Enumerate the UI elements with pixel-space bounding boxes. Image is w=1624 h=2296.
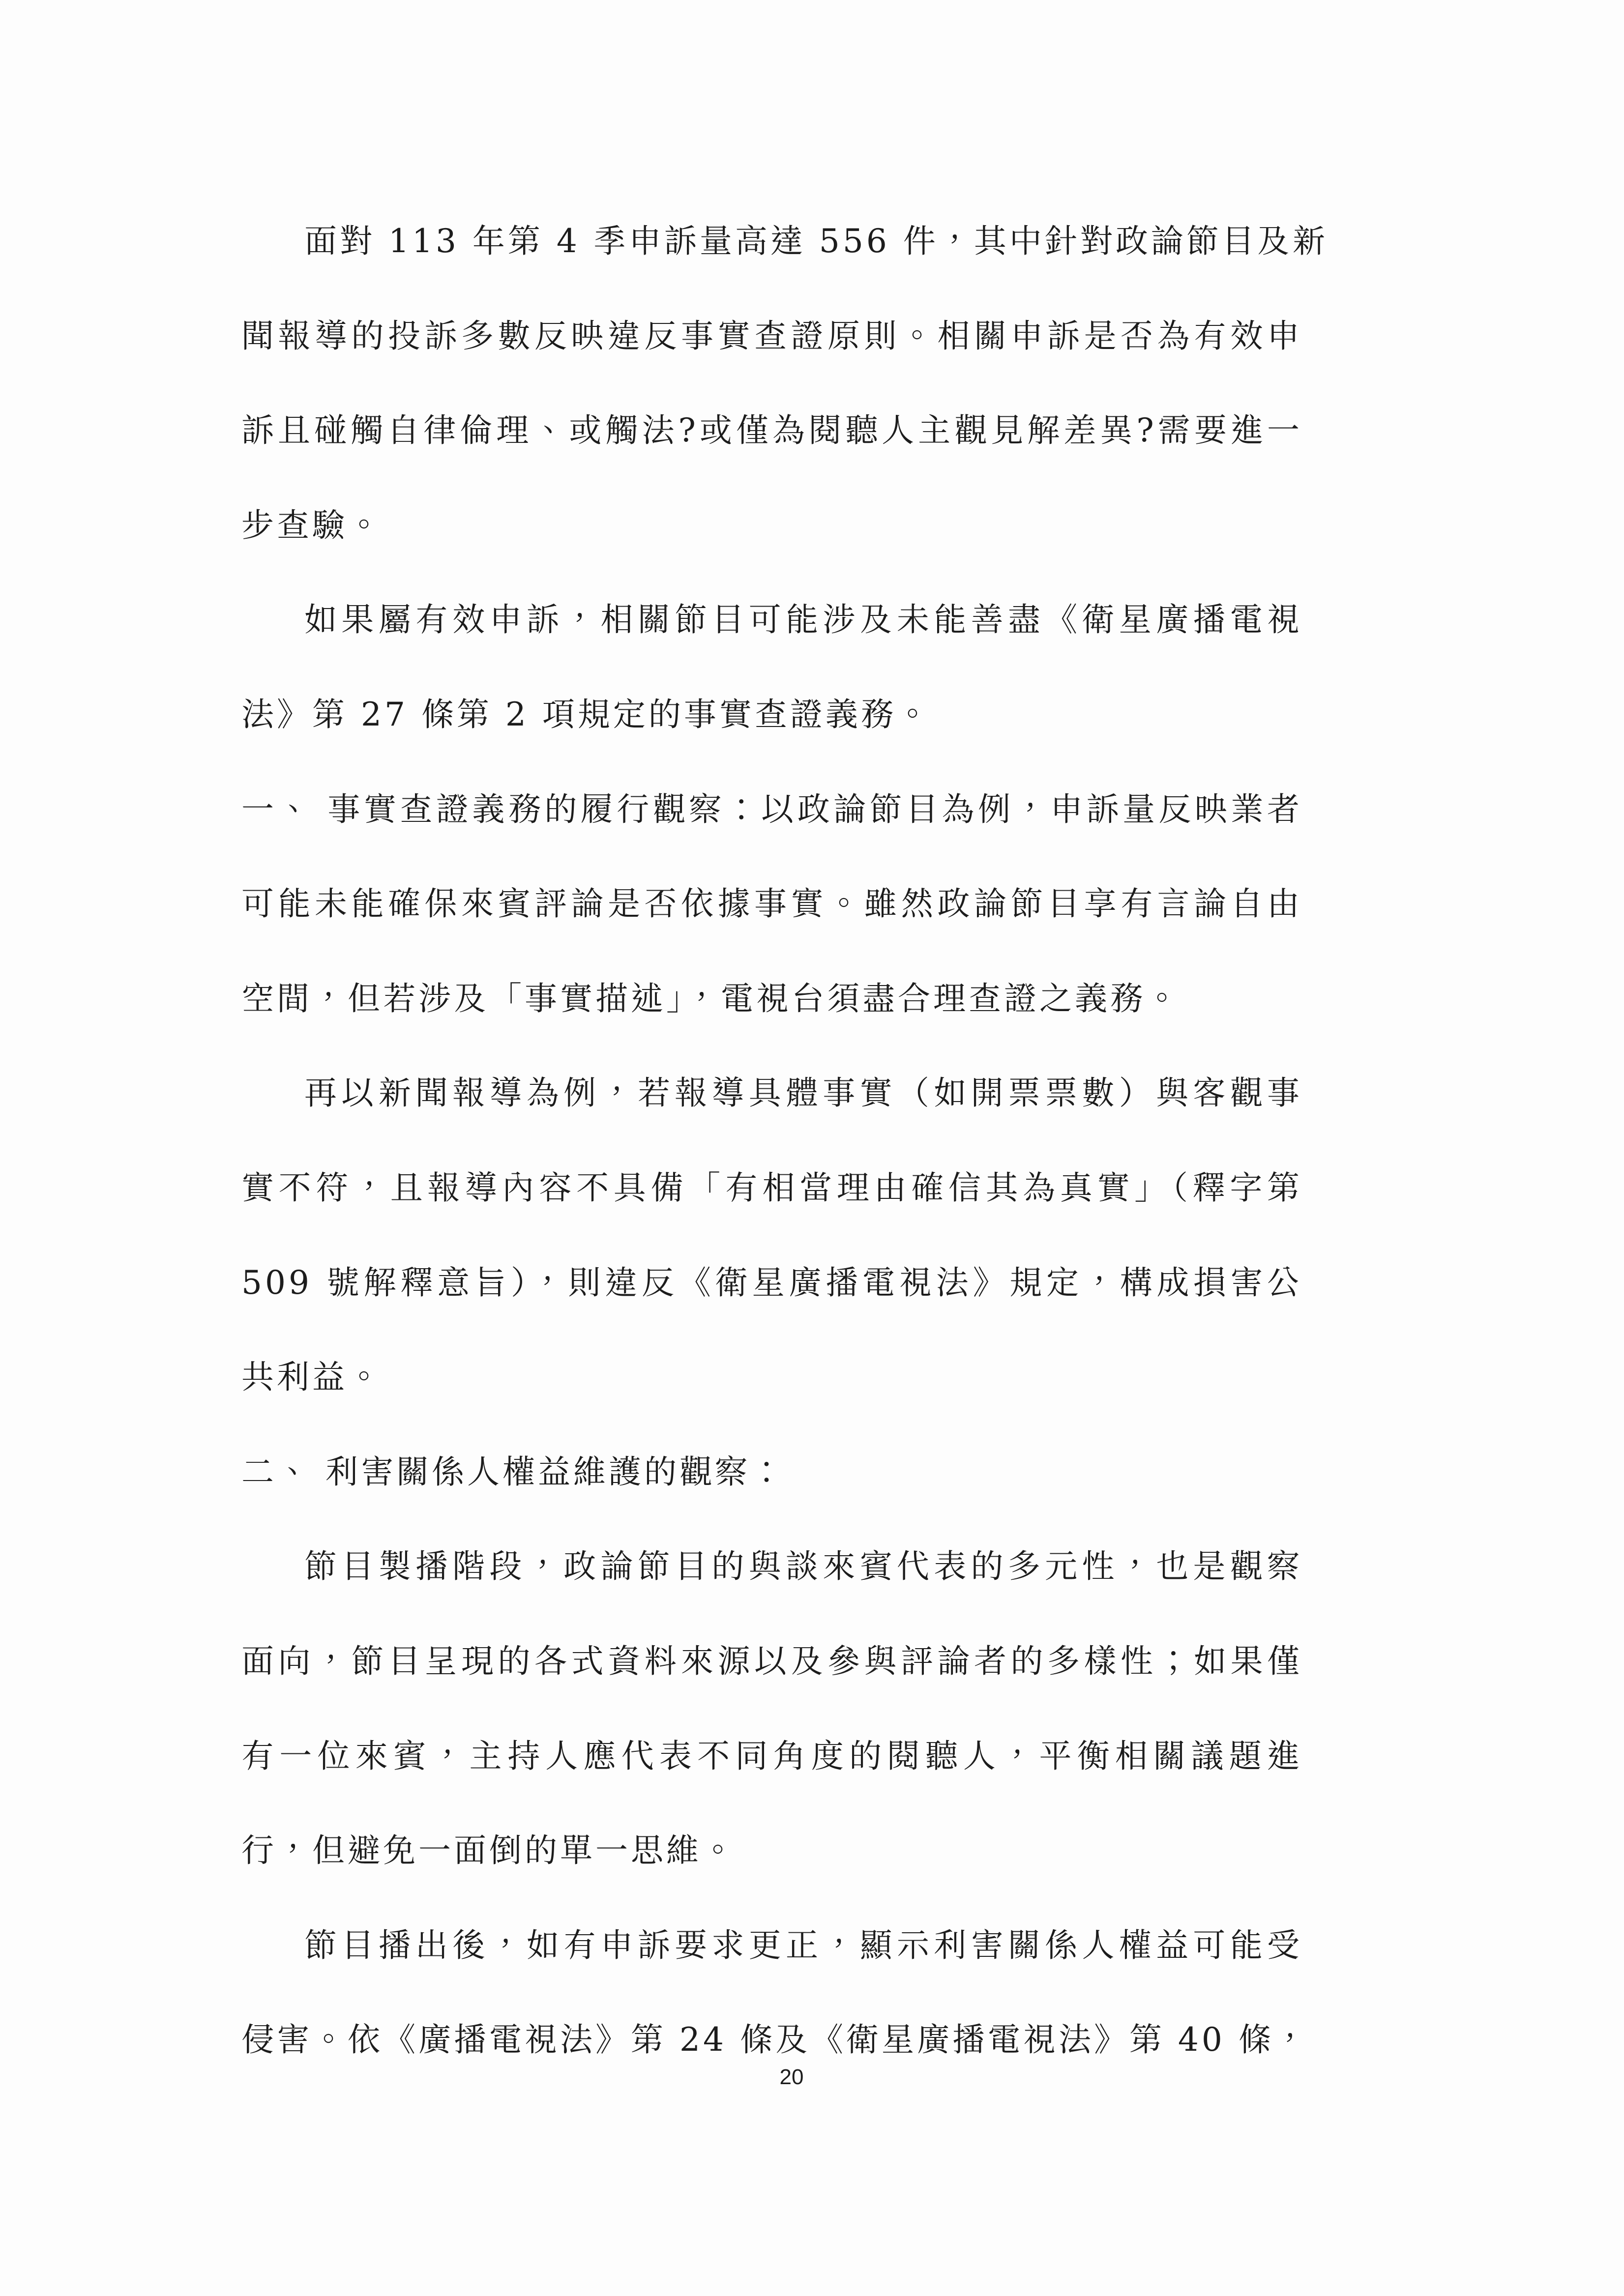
text-line: 步查驗。 xyxy=(241,506,383,544)
text-line: 實不符，且報導內容不具備「有相當理由確信其為真實」（釋字第 xyxy=(241,1168,1302,1207)
text-line: 行，但避免一面倒的單一思維。 xyxy=(241,1831,737,1870)
text-line: 侵害。依《廣播電視法》第 24 條及《衛星廣播電視法》第 40 條， xyxy=(241,2021,1309,2059)
section-heading-1: 一、 事實查證義務的履行觀察：以政論節目為例，申訴量反映業者 xyxy=(241,790,1302,828)
body-text xyxy=(241,194,1328,2088)
text-line: 空間，但若涉及「事實描述」，電視台須盡合理查證之義務。 xyxy=(241,979,1181,1017)
section-heading-2: 二、 利害關係人權益維護的觀察： xyxy=(241,1453,786,1491)
text-line: 有一位來賓，主持人應代表不同角度的閱聽人，平衡相關議題進 xyxy=(241,1737,1302,1775)
text-line: 節目製播階段，政論節目的與談來賓代表的多元性，也是觀察 xyxy=(304,1547,1302,1586)
text-line: 面向，節目呈現的各式資料來源以及參與評論者的多樣性；如果僅 xyxy=(241,1642,1302,1680)
text-line: 509 號解釋意旨），則違反《衛星廣播電視法》規定，構成損害公 xyxy=(241,1263,1302,1302)
text-line: 可能未能確保來賓評論是否依據事實。雖然政論節目享有言論自由 xyxy=(241,885,1302,923)
text-line: 訴且碰觸自律倫理、或觸法?或僅為閱聽人主觀見解差異?需要進一 xyxy=(241,411,1302,450)
text-line: 如果屬有效申訴，相關節目可能涉及未能善盡《衛星廣播電視 xyxy=(304,601,1302,639)
text-line: 節目播出後，如有申訴要求更正，顯示利害關係人權益可能受 xyxy=(304,1926,1302,1964)
page-number: 20 xyxy=(779,2065,804,2089)
text-line: 面對 113 年第 4 季申訴量高達 556 件，其中針對政論節目及新 xyxy=(304,222,1328,260)
text-line: 再以新聞報導為例，若報導具體事實（如開票票數）與客觀事 xyxy=(304,1074,1302,1112)
text-line: 共利益。 xyxy=(241,1358,383,1396)
text-line: 法》第 27 條第 2 項規定的事實查證義務。 xyxy=(241,695,932,733)
text-line: 聞報導的投訴多數反映違反事實查證原則。相關申訴是否為有效申 xyxy=(241,317,1302,355)
